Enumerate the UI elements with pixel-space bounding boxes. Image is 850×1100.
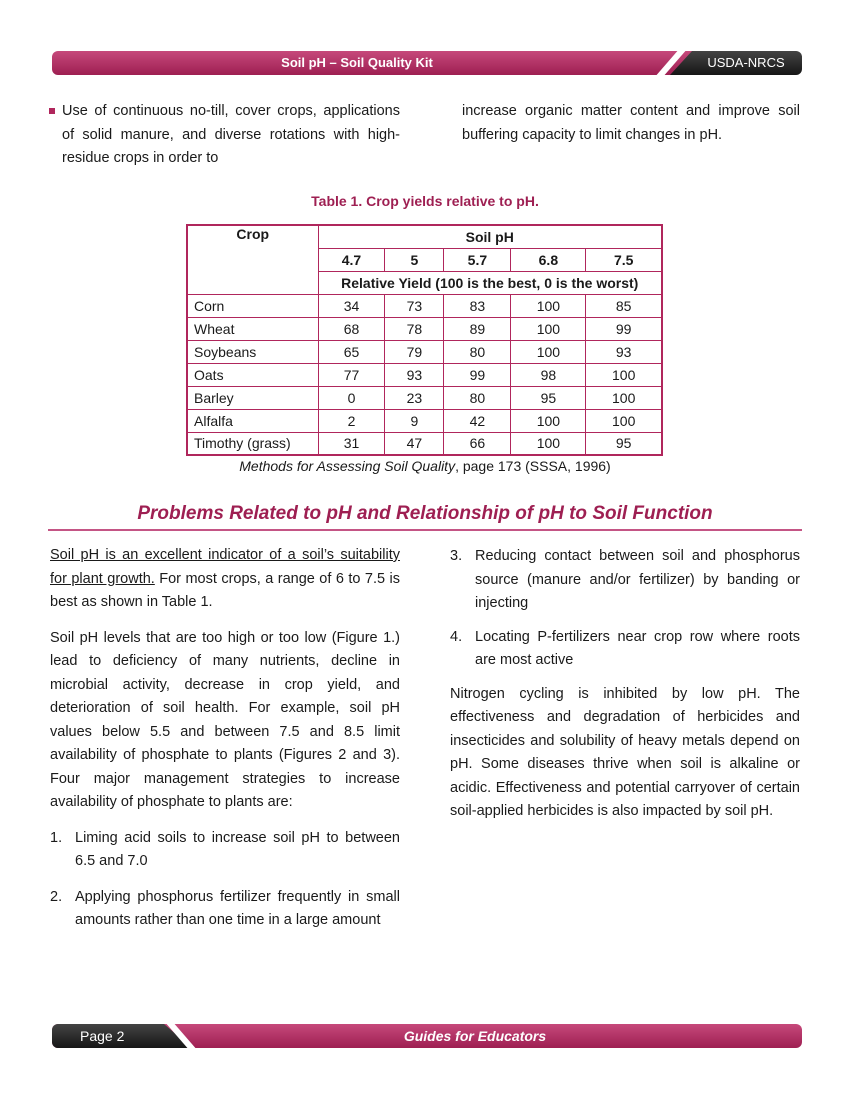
yield-cell: 93	[385, 363, 444, 386]
crop-header: Crop	[187, 225, 318, 294]
yield-cell: 66	[444, 432, 511, 455]
yield-cell: 100	[586, 409, 662, 432]
list-item	[450, 545, 800, 616]
table-row	[187, 363, 662, 386]
list-number: 4.	[450, 628, 463, 645]
crop-name: Barley	[187, 386, 318, 409]
crop-name: Soybeans	[187, 340, 318, 363]
yield-cell: 89	[444, 317, 511, 340]
yield-cell: 31	[318, 432, 385, 455]
header-agency: USDA-NRCS	[707, 55, 785, 70]
ph-value: 5	[385, 248, 444, 271]
yield-cell: 23	[385, 386, 444, 409]
yield-cell: 99	[444, 363, 511, 386]
yield-cell: 68	[318, 317, 385, 340]
right-column	[450, 545, 800, 834]
yield-cell: 9	[385, 409, 444, 432]
key-sentence: Soil pH is an excellent indicator of a soil’s suitability for plant growth.	[50, 547, 400, 587]
section-divider	[48, 529, 802, 531]
crop-name: Oats	[187, 363, 318, 386]
yield-cell: 83	[444, 294, 511, 317]
list-item	[450, 626, 800, 673]
ph-value: 4.7	[318, 248, 385, 271]
yield-cell: 98	[511, 363, 586, 386]
yield-cell: 47	[385, 432, 444, 455]
yield-cell: 65	[318, 340, 385, 363]
list-number: 2.	[50, 888, 63, 905]
ph-value: 6.8	[511, 248, 586, 271]
list-text: Liming acid soils to increase soil pH to between 6.5 and 7.0	[75, 829, 400, 869]
yield-cell: 73	[385, 294, 444, 317]
table-row	[187, 340, 662, 363]
footer-guide-title: Guides for Educators	[403, 1028, 547, 1044]
bullet-icon	[49, 108, 55, 114]
table-row	[187, 317, 662, 340]
yield-cell: 100	[511, 294, 586, 317]
yield-cell: 80	[444, 386, 511, 409]
paragraph-text: For most crops, a range of 6 to 7.5 is best as shown in Table 1.	[50, 570, 400, 610]
list-item	[50, 827, 400, 874]
top-continuation-text: increase organic matter content and improve soil buffering capacity to limit changes in pH.	[462, 103, 800, 143]
list-text: Locating P-fertilizers near crop row where roots are most active	[475, 628, 800, 668]
table-row	[187, 294, 662, 317]
top-bullet-text: Use of continuous no-till, cover crops, applications of solid manure, and diverse rotations with high-residue crops in order to	[62, 103, 400, 166]
yield-cell: 100	[586, 363, 662, 386]
table-source	[0, 458, 850, 474]
yield-cell: 95	[586, 432, 662, 455]
relative-yield-subheader: Relative Yield (100 is the best, 0 is the worst)	[318, 271, 662, 294]
table-row	[187, 386, 662, 409]
table-source-detail: , page 173 (SSSA, 1996)	[455, 458, 611, 474]
ph-value: 7.5	[586, 248, 662, 271]
yield-cell: 100	[511, 432, 586, 455]
paragraph: Nitrogen cycling is inhibited by low pH. The effectiveness and degradation of herbicides and insecticides and solubility of heavy metals depend on pH. Some diseases thrive when soil is alkaline or acidic. Effectiveness and potential carryover of certain soil-applied herbicides is also impacted by soil pH.	[450, 685, 800, 819]
table-row	[187, 432, 662, 455]
crop-name: Timothy (grass)	[187, 432, 318, 455]
table-caption: Table 1. Crop yields relative to pH.	[311, 193, 539, 209]
list-text: Reducing contact between soil and phosphorus source (manure and/or fertilizer) by banding or injecting	[475, 548, 800, 611]
ph-value: 5.7	[444, 248, 511, 271]
yield-cell: 34	[318, 294, 385, 317]
paragraph	[50, 544, 400, 615]
page-number: Page 2	[80, 1028, 125, 1044]
crop-yield-table	[186, 224, 663, 456]
yield-cell: 93	[586, 340, 662, 363]
yield-cell: 77	[318, 363, 385, 386]
list-text: Applying phosphorus fertilizer frequently in small amounts rather than one time in a large amount	[75, 888, 400, 928]
header-title: Soil pH – Soil Quality Kit	[281, 55, 433, 70]
paragraph: Soil pH levels that are too high or too low (Figure 1.) lead to deficiency of many nutrients, decline in microbial activity, decrease in crop yield, and deterioration of soil health. For example, soil pH values below 5.5 and between 7.5 and 8.5 limit availability of phosphate to plants (Figures 2 and 3). Four major management strategies to increase availability of phosphate to plants are:	[50, 629, 400, 810]
section-title: Problems Related to pH and Relationship of pH to Soil Function	[137, 503, 713, 524]
yield-cell: 85	[586, 294, 662, 317]
left-column	[50, 544, 400, 945]
crop-name: Wheat	[187, 317, 318, 340]
list-number: 1.	[50, 829, 63, 846]
yield-cell: 80	[444, 340, 511, 363]
crop-name: Corn	[187, 294, 318, 317]
yield-cell: 2	[318, 409, 385, 432]
list-item	[50, 886, 400, 933]
yield-cell: 99	[586, 317, 662, 340]
crop-name: Alfalfa	[187, 409, 318, 432]
yield-cell: 100	[511, 409, 586, 432]
table-source-title: Methods for Assessing Soil Quality	[239, 458, 456, 474]
yield-cell: 100	[586, 386, 662, 409]
yield-cell: 95	[511, 386, 586, 409]
yield-cell: 100	[511, 317, 586, 340]
yield-cell: 0	[318, 386, 385, 409]
yield-cell: 78	[385, 317, 444, 340]
yield-cell: 100	[511, 340, 586, 363]
yield-cell: 42	[444, 409, 511, 432]
list-number: 3.	[450, 548, 463, 564]
yield-cell: 79	[385, 340, 444, 363]
table-row	[187, 409, 662, 432]
soil-ph-header: Soil pH	[318, 225, 662, 248]
